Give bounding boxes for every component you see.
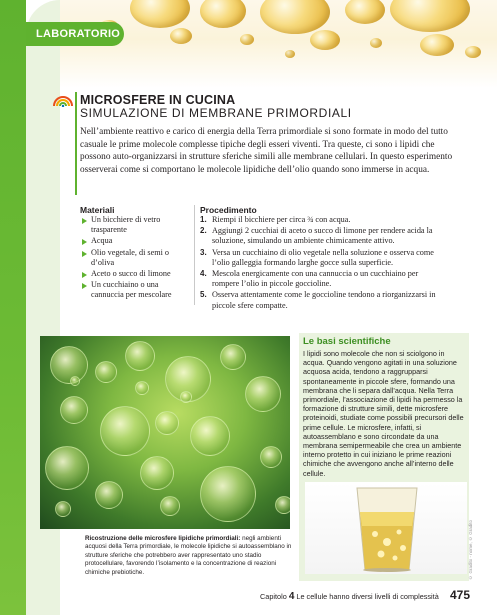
photo-credit: © Gradito - nome, © Gradito [468, 520, 473, 580]
lipid-microspheres-photo [40, 336, 290, 529]
caption-lead: Ricostruzione delle microsfere lipidiche primordiali: [85, 535, 241, 542]
page-number: 475 [450, 588, 471, 602]
step-number: 5. [200, 290, 207, 300]
step-number: 3. [200, 247, 207, 257]
step-text: Aggiungi 2 cucchiai di aceto o succo di limone per rendere acida la soluzione, simulando un ambiente chimicamente attivo. [212, 226, 433, 246]
procedure-step [200, 269, 440, 289]
oil-glass-photo [305, 482, 467, 574]
page-footer [260, 591, 439, 602]
step-number: 1. [200, 215, 207, 224]
step-number: 4. [200, 269, 207, 279]
procedure-step [200, 215, 440, 225]
materials-heading: Materiali [80, 205, 115, 215]
step-number: 2. [200, 226, 207, 236]
oil-drops-image [60, 0, 497, 88]
procedure-step [200, 248, 440, 268]
materials-list [82, 215, 192, 302]
intro-paragraph: Nell’ambiente reattivo e carico di energia della Terra primordiale si sono formate in modo del tutto casuale le prime molecole complesse tipiche degli esseri viventi. Tra queste, ci sono i lipidi che possono auto-organizzarsi in strutture sferiche simili alle membrane cellulari. In questo esperimento osserverai come si comportano le molecole lipidiche dell’olio quando sono immerse in acqua. [80, 127, 453, 175]
step-text: Mescola energicamente con una cannuccia o un cucchiaino per rompere l’olio in piccole goccioline. [212, 269, 419, 289]
chapter-label: Capitolo [260, 592, 287, 601]
list-item: Olio vegetale, di semi o d’oliva [82, 248, 192, 268]
list-item: Acqua [82, 236, 192, 246]
step-text: Versa un cucchiaino di olio vegetale nella soluzione e osserva come l’olio galleggia formando larghe gocce sulla superficie. [212, 247, 434, 267]
page-subtitle: SIMULAZIONE DI MEMBRANE PRIMORDIALI [80, 106, 352, 120]
list-item: Un bicchiere di vetro trasparente [82, 215, 192, 235]
step-text: Osserva attentamente come le goccioline tendono a riorganizzarsi in piccole sfere compatte. [212, 290, 436, 310]
step-text: Riempi il bicchiere per circa ¾ con acqua. [212, 215, 351, 224]
caption-text: negli ambienti acquosi della Terra primordiale, le molecole lipidiche si autoassemblano in strutture sferiche che potrebbero aver rappresentato uno stadio protocellulare, favorendo l’isolamento e la concentrazione di reazioni chimiche prebiotiche. [85, 535, 292, 576]
science-box-text: I lipidi sono molecole che non si sciolgono in acqua. Quando vengono agitati in una soluzione acquosa acida, tendono a raggrupparsi spontaneamente in piccole sfere, formando una membrana che li separa dall’acqua. Nella Terra primordiale, l’associazione di lipidi ha permesso la formazione di strutture simili, dette microsfere proteinoidi, studiate come possibili precursori delle prime cellule. Le microsfere, infatti, si autoassemblano e sono circondate da una membrana semipermeabile che crea un ambiente interno protetto in cui iniziano le prime reazioni chimiche che avvengono anche all’interno delle cellule. [303, 349, 464, 478]
procedure-step [200, 290, 440, 310]
page-title: MICROSFERE IN CUCINA [80, 93, 236, 107]
glass-illustration [305, 482, 467, 574]
procedure-list [200, 215, 440, 312]
side-color-band [0, 0, 26, 615]
procedure-heading: Procedimento [200, 205, 257, 215]
chapter-title: Le cellule hanno diversi livelli di complessità [296, 592, 439, 601]
list-item: Aceto o succo di limone [82, 269, 192, 279]
list-item: Un cucchiaino o una cannuccia per mescolare [82, 280, 192, 300]
lab-flask-icon [52, 93, 74, 107]
procedure-step [200, 226, 440, 246]
section-tag: LABORATORIO [26, 22, 124, 46]
chapter-number: 4 [288, 591, 295, 602]
science-box-heading: Le basi scientifiche [303, 336, 391, 347]
intro-accent-rule [75, 92, 77, 195]
photo-caption [85, 535, 295, 577]
column-divider [194, 205, 195, 305]
